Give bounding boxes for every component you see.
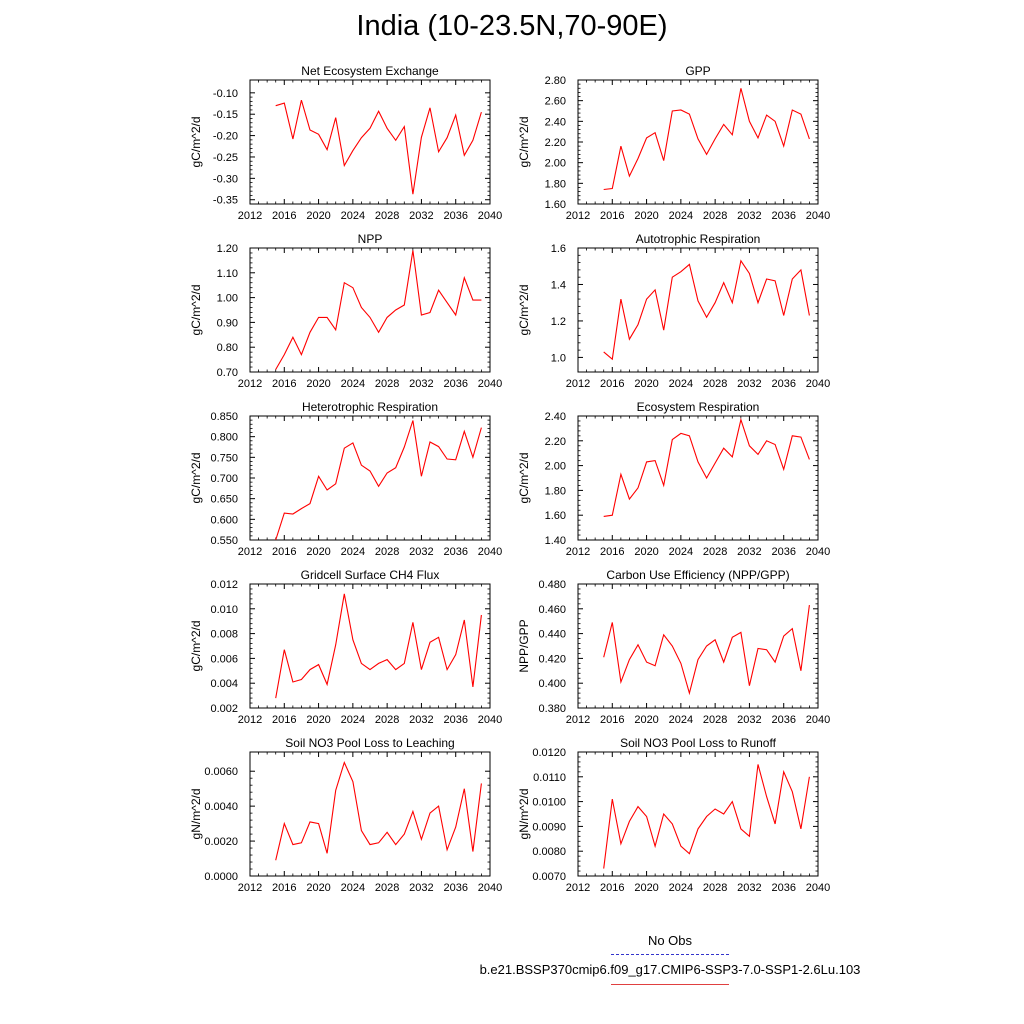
x-tick-label: 2036 <box>771 714 796 726</box>
y-tick-label: 2.20 <box>544 137 566 149</box>
panel-title: Autotrophic Respiration <box>635 232 761 246</box>
x-tick-label: 2024 <box>340 210 366 222</box>
y-axis-label: gC/m^2/d <box>517 452 531 504</box>
y-tick-label: 0.008 <box>210 628 238 641</box>
x-tick-label: 2016 <box>272 882 297 894</box>
panel-title: Net Ecosystem Exchange <box>301 64 439 78</box>
x-tick-label: 2024 <box>668 546 694 558</box>
x-tick-label: 2032 <box>737 714 762 726</box>
x-tick-label: 2012 <box>565 714 591 726</box>
y-tick-label: -0.10 <box>212 87 238 100</box>
x-tick-label: 2016 <box>600 210 625 222</box>
y-axis-label: gC/m^2/d <box>189 452 203 504</box>
x-tick-label: 2036 <box>771 378 796 390</box>
x-tick-label: 2020 <box>306 378 331 390</box>
x-tick-label: 2032 <box>737 546 762 558</box>
y-tick-label: 0.440 <box>538 628 566 641</box>
y-tick-label: 0.0110 <box>533 771 566 784</box>
chart-panel-9 <box>517 736 830 894</box>
y-axis-label: gC/m^2/d <box>517 116 531 168</box>
plot-frame <box>250 416 490 540</box>
y-tick-label: 0.0040 <box>204 801 238 814</box>
series-line <box>604 605 810 693</box>
x-tick-label: 2012 <box>237 882 263 894</box>
y-axis-label: gC/m^2/d <box>517 284 531 336</box>
x-tick-label: 2028 <box>374 882 400 894</box>
legend-run-label: b.e21.BSSP370cmip6.f09_g17.CMIP6-SSP3-7.0-SSP1-2.6Lu.103 <box>479 962 861 977</box>
series-line <box>604 420 810 517</box>
x-tick-label: 2016 <box>272 378 297 390</box>
y-tick-label: 0.850 <box>210 411 238 423</box>
x-tick-label: 2040 <box>477 546 503 558</box>
y-tick-label: 1.10 <box>216 267 238 280</box>
y-tick-label: 0.460 <box>538 603 566 616</box>
x-tick-label: 2012 <box>565 546 591 558</box>
panel-title: Gridcell Surface CH4 Flux <box>300 568 440 582</box>
legend-obs-line <box>611 954 729 955</box>
panel-title: Heterotrophic Respiration <box>301 400 439 414</box>
y-tick-label: 1.00 <box>216 292 238 305</box>
x-tick-label: 2028 <box>702 210 728 222</box>
x-tick-label: 2040 <box>805 882 831 894</box>
x-tick-label: 2028 <box>374 546 400 558</box>
y-axis-label: gN/m^2/d <box>517 788 531 840</box>
chart-panel-7 <box>517 568 830 726</box>
y-tick-label: 0.0020 <box>204 836 238 849</box>
chart-panel-1 <box>517 64 830 222</box>
panel-title: GPP <box>685 64 711 78</box>
panel-title: Soil NO3 Pool Loss to Leaching <box>285 736 455 750</box>
x-tick-label: 2040 <box>805 210 831 222</box>
x-tick-label: 2020 <box>306 714 331 726</box>
y-tick-label: 0.800 <box>210 431 238 444</box>
x-tick-label: 2040 <box>477 210 503 222</box>
x-tick-label: 2028 <box>374 378 400 390</box>
y-tick-label: 0.600 <box>210 514 238 527</box>
x-tick-label: 2024 <box>668 714 694 726</box>
y-tick-label: 2.20 <box>544 435 566 448</box>
y-tick-label: 0.80 <box>216 342 238 355</box>
x-tick-label: 2016 <box>600 546 625 558</box>
x-tick-label: 2024 <box>668 882 694 894</box>
y-tick-label: 1.40 <box>544 535 566 547</box>
y-tick-label: 2.00 <box>544 460 566 473</box>
y-tick-label: 1.80 <box>544 178 566 191</box>
y-axis-label: gC/m^2/d <box>189 620 203 672</box>
x-tick-label: 2024 <box>668 378 694 390</box>
y-tick-label: 0.004 <box>210 678 238 691</box>
y-tick-label: 0.700 <box>210 473 238 485</box>
plot-frame <box>250 584 490 708</box>
chart-panel-2 <box>189 232 502 390</box>
panel-title: Soil NO3 Pool Loss to Runoff <box>620 736 776 750</box>
chart-panel-3 <box>517 232 830 390</box>
y-tick-label: 2.00 <box>544 157 566 170</box>
y-tick-label: 0.0090 <box>532 821 566 834</box>
x-tick-label: 2020 <box>634 546 659 558</box>
y-tick-label: 1.60 <box>544 510 566 523</box>
x-tick-label: 2020 <box>634 882 659 894</box>
y-tick-label: -0.15 <box>212 109 238 122</box>
y-tick-label: -0.20 <box>212 130 238 143</box>
y-tick-label: 0.550 <box>210 535 238 547</box>
y-tick-label: 2.60 <box>544 95 566 108</box>
series-line <box>276 100 482 194</box>
x-tick-label: 2024 <box>340 714 366 726</box>
x-tick-label: 2028 <box>702 882 728 894</box>
legend-run-line <box>611 984 729 985</box>
x-tick-label: 2028 <box>702 714 728 726</box>
series-line <box>276 251 482 370</box>
y-tick-label: 0.480 <box>538 579 566 591</box>
x-tick-label: 2036 <box>443 378 468 390</box>
y-tick-label: -0.25 <box>212 151 238 164</box>
x-tick-label: 2016 <box>272 714 297 726</box>
x-tick-label: 2032 <box>409 546 434 558</box>
x-tick-label: 2020 <box>306 210 331 222</box>
y-tick-label: 1.80 <box>544 485 566 498</box>
series-line <box>276 421 482 541</box>
x-tick-label: 2036 <box>771 546 796 558</box>
panel-title: Carbon Use Efficiency (NPP/GPP) <box>606 568 790 582</box>
x-tick-label: 2020 <box>634 714 659 726</box>
x-tick-label: 2036 <box>443 210 468 222</box>
y-tick-label: 1.0 <box>550 352 566 365</box>
series-line <box>276 763 482 861</box>
x-tick-label: 2012 <box>237 714 263 726</box>
x-tick-label: 2028 <box>702 546 728 558</box>
x-tick-label: 2012 <box>565 210 591 222</box>
x-tick-label: 2016 <box>272 546 297 558</box>
y-tick-label: 0.0070 <box>532 871 566 883</box>
x-tick-label: 2032 <box>409 210 434 222</box>
y-tick-label: 1.4 <box>550 279 566 292</box>
y-tick-label: 2.80 <box>544 75 566 87</box>
y-tick-label: 0.012 <box>210 579 238 591</box>
x-tick-label: 2036 <box>443 546 468 558</box>
x-tick-label: 2032 <box>737 210 762 222</box>
y-tick-label: 0.750 <box>210 452 238 465</box>
x-tick-label: 2040 <box>805 378 831 390</box>
x-tick-label: 2012 <box>237 546 263 558</box>
x-tick-label: 2036 <box>443 882 468 894</box>
x-tick-label: 2032 <box>737 882 762 894</box>
plot-frame <box>578 584 818 708</box>
x-tick-label: 2016 <box>600 714 625 726</box>
y-tick-label: 1.20 <box>216 243 238 255</box>
x-tick-label: 2028 <box>374 714 400 726</box>
plot-frame <box>250 752 490 876</box>
chart-panel-0 <box>189 64 502 222</box>
series-line <box>604 764 810 868</box>
y-tick-label: 0.0080 <box>532 846 566 859</box>
y-tick-label: 0.0120 <box>532 747 566 759</box>
chart-panel-5 <box>517 400 830 558</box>
panel-title: Ecosystem Respiration <box>636 400 760 414</box>
page-title: India (10-23.5N,70-90E) <box>356 10 668 42</box>
y-tick-label: 1.6 <box>550 243 566 255</box>
series-line <box>276 594 482 698</box>
y-tick-label: 2.40 <box>544 411 566 423</box>
y-tick-label: 0.0060 <box>204 766 238 779</box>
x-tick-label: 2028 <box>374 210 400 222</box>
plot-frame <box>250 80 490 204</box>
x-tick-label: 2024 <box>340 882 366 894</box>
x-tick-label: 2036 <box>443 714 468 726</box>
chart-panel-4 <box>189 400 502 558</box>
y-axis-label: gN/m^2/d <box>189 788 203 840</box>
x-tick-label: 2012 <box>237 378 263 390</box>
y-axis-label: NPP/GPP <box>517 619 531 673</box>
y-tick-label: 0.0000 <box>204 871 238 883</box>
series-line <box>604 88 810 189</box>
x-tick-label: 2020 <box>306 882 331 894</box>
plot-frame <box>578 752 818 876</box>
x-tick-label: 2040 <box>477 378 503 390</box>
y-tick-label: 1.2 <box>550 315 566 328</box>
x-tick-label: 2024 <box>340 546 366 558</box>
series-line <box>604 261 810 359</box>
x-tick-label: 2024 <box>668 210 694 222</box>
x-tick-label: 2020 <box>634 210 659 222</box>
x-tick-label: 2016 <box>272 210 297 222</box>
y-tick-label: -0.35 <box>212 194 238 207</box>
x-tick-label: 2024 <box>340 378 366 390</box>
y-tick-label: -0.30 <box>212 173 238 186</box>
x-tick-label: 2032 <box>409 882 434 894</box>
y-tick-label: 0.006 <box>210 653 238 666</box>
y-axis-label: gC/m^2/d <box>189 284 203 336</box>
x-tick-label: 2028 <box>702 378 728 390</box>
y-tick-label: 0.002 <box>210 703 238 715</box>
x-tick-label: 2016 <box>600 882 625 894</box>
y-tick-label: 2.40 <box>544 116 566 129</box>
y-tick-label: 0.400 <box>538 678 566 691</box>
x-tick-label: 2040 <box>477 714 503 726</box>
plot-frame <box>250 248 490 372</box>
x-tick-label: 2020 <box>634 378 659 390</box>
x-tick-label: 2016 <box>600 378 625 390</box>
y-axis-label: gC/m^2/d <box>189 116 203 168</box>
x-tick-label: 2040 <box>805 714 831 726</box>
y-tick-label: 0.0100 <box>532 796 566 809</box>
plot-frame <box>578 416 818 540</box>
x-tick-label: 2032 <box>409 714 434 726</box>
x-tick-label: 2040 <box>805 546 831 558</box>
x-tick-label: 2040 <box>477 882 503 894</box>
chart-panel-8 <box>189 736 502 894</box>
y-tick-label: 0.70 <box>216 367 238 379</box>
panel-title: NPP <box>357 232 383 246</box>
y-tick-label: 1.60 <box>544 199 566 211</box>
y-tick-label: 0.380 <box>538 703 566 715</box>
y-tick-label: 0.420 <box>538 653 566 666</box>
x-tick-label: 2012 <box>565 882 591 894</box>
y-tick-label: 0.90 <box>216 317 238 330</box>
x-tick-label: 2012 <box>565 378 591 390</box>
x-tick-label: 2036 <box>771 882 796 894</box>
x-tick-label: 2012 <box>237 210 263 222</box>
x-tick-label: 2032 <box>409 378 434 390</box>
x-tick-label: 2032 <box>737 378 762 390</box>
x-tick-label: 2036 <box>771 210 796 222</box>
x-tick-label: 2020 <box>306 546 331 558</box>
y-tick-label: 0.650 <box>210 493 238 506</box>
chart-panel-6 <box>189 568 502 726</box>
legend-obs-label: No Obs <box>647 933 693 948</box>
y-tick-label: 0.010 <box>210 603 238 616</box>
